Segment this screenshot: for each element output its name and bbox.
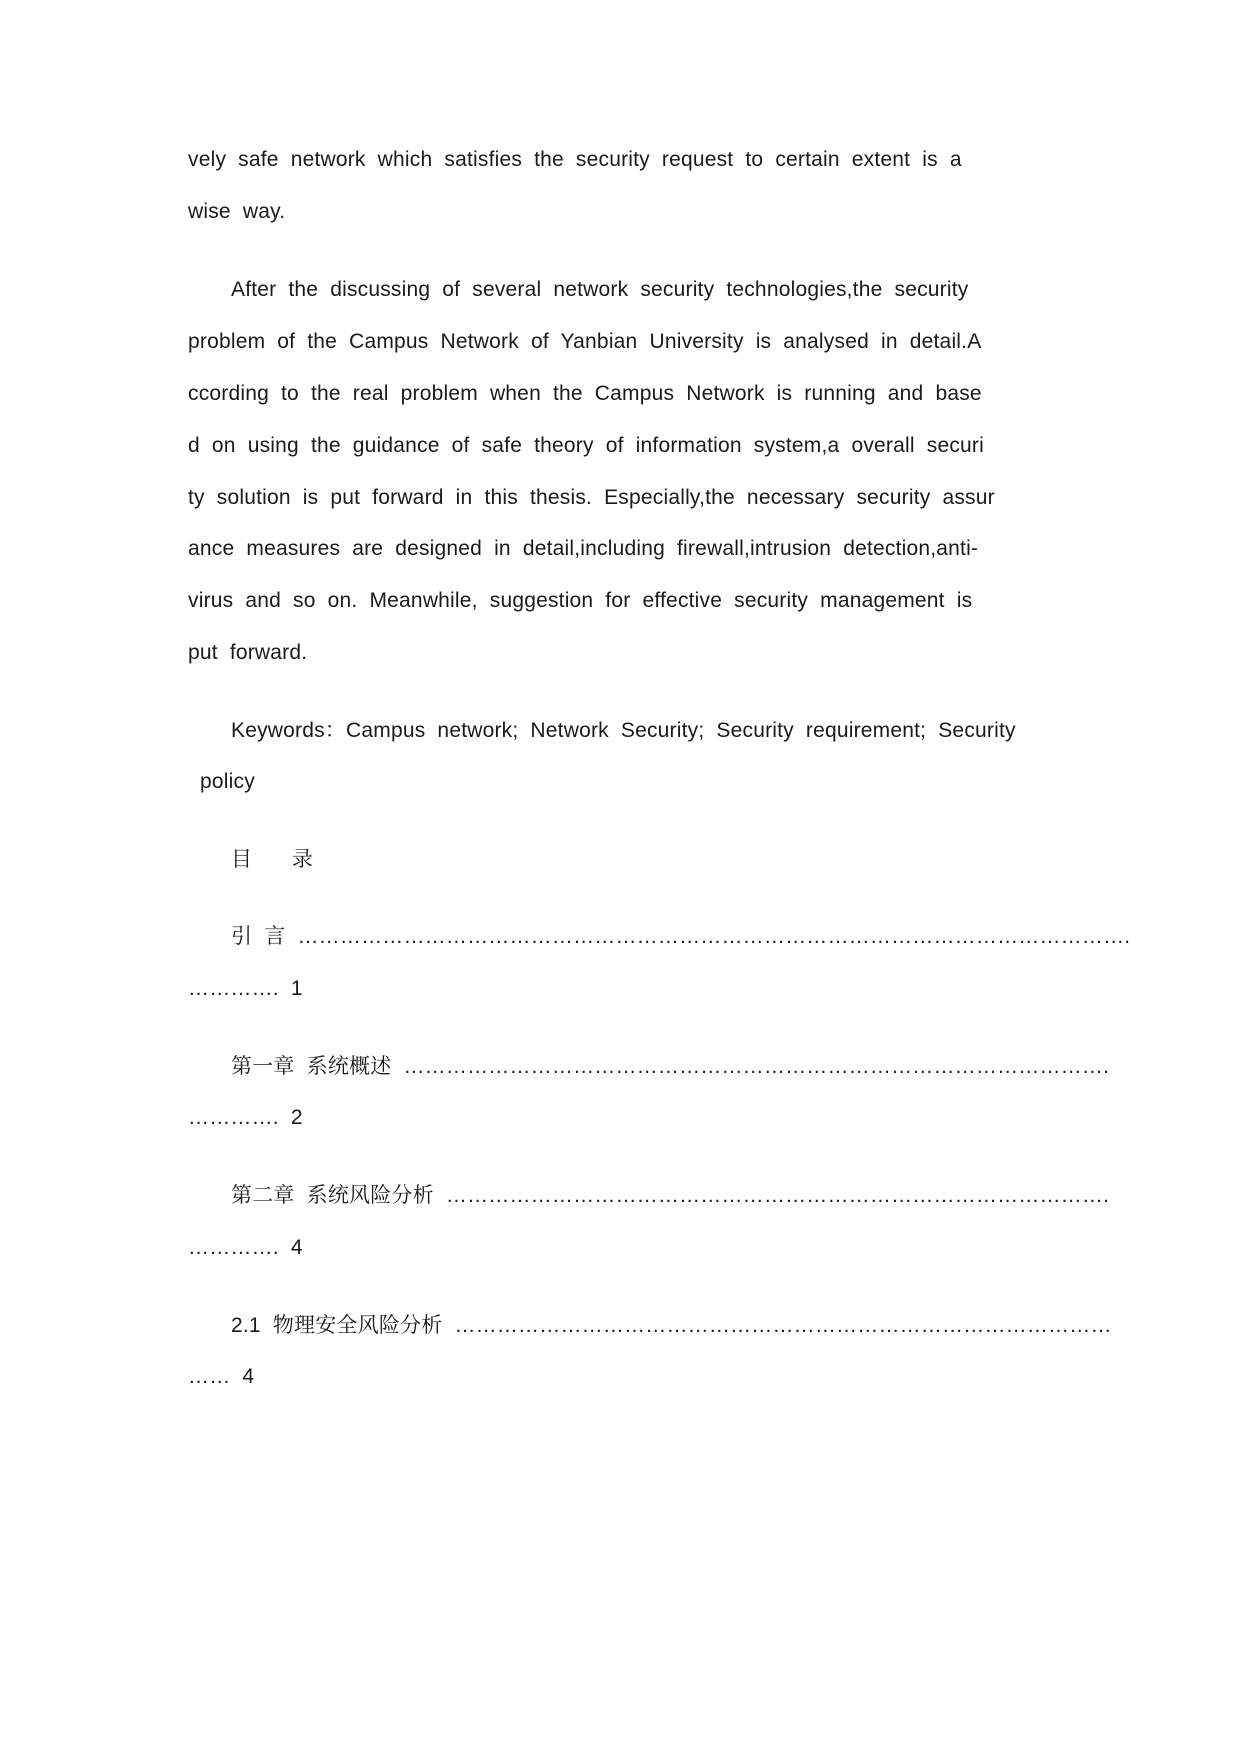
toc-entry-intro-page[interactable]: …………. 1 (188, 977, 303, 1000)
abstract-para2-line-1: After the discussing of several network security technologies,the security (231, 278, 969, 301)
toc-entry-intro[interactable]: 引 言 ………………………………………………………………………………………………………. (231, 925, 1131, 948)
toc-entry-chapter-2[interactable]: 第二章 系统风险分析 …………………………………………………………………………………. (231, 1184, 1110, 1207)
abstract-para1-line-2: wise way. (188, 200, 286, 223)
abstract-para2-line-7: virus and so on. Meanwhile, suggestion for effective security management is (188, 589, 973, 612)
abstract-para2-line-8: put forward. (188, 641, 308, 664)
abstract-para2-line-6: ance measures are designed in detail,including firewall,intrusion detection,anti- (188, 537, 979, 560)
abstract-para2-line-4: d on using the guidance of safe theory of information system,a overall securi (188, 434, 984, 457)
toc-title: 目 录 (231, 848, 327, 871)
abstract-para1-line-1: vely safe network which satisfies the security request to certain extent is a (188, 148, 962, 171)
keywords-line-1: Keywords：Campus network; Network Security; Security requirement; Security (231, 719, 1016, 742)
keywords-line-2: policy (200, 770, 255, 793)
toc-entry-chapter-1-page[interactable]: …………. 2 (188, 1106, 303, 1129)
abstract-para2-line-2: problem of the Campus Network of Yanbian University is analysed in detail.A (188, 330, 982, 353)
toc-entry-section-2-1-page[interactable]: …… 4 (188, 1365, 255, 1388)
toc-entry-section-2-1[interactable]: 2.1 物理安全风险分析 ………………………………………………………………………………… (231, 1314, 1112, 1337)
toc-entry-chapter-1[interactable]: 第一章 系统概述 ………………………………………………………………………………………. (231, 1055, 1110, 1078)
abstract-para2-line-3: ccording to the real problem when the Campus Network is running and base (188, 382, 982, 405)
abstract-para2-line-5: ty solution is put forward in this thesis. Especially,the necessary security assur (188, 486, 995, 509)
toc-entry-chapter-2-page[interactable]: …………. 4 (188, 1236, 303, 1259)
